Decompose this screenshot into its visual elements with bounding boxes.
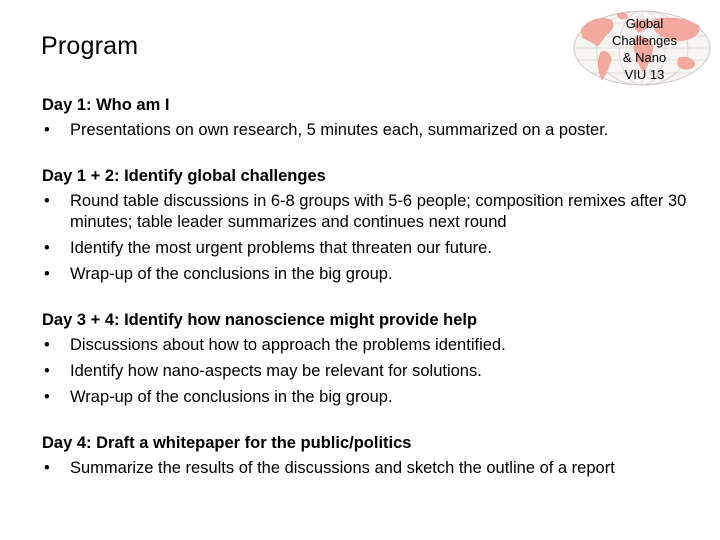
logo-line: Challenges <box>611 33 678 48</box>
bullet-text: Wrap-up of the conclusions in the big group. <box>70 388 393 406</box>
list-item <box>42 458 702 479</box>
bullet-list <box>42 191 702 285</box>
bullet-list <box>42 335 702 408</box>
bullet-list <box>42 458 702 479</box>
bullet-text: Presentations on own research, 5 minutes each, summarized on a poster. <box>70 121 609 139</box>
list-item <box>42 264 702 285</box>
list-item <box>42 238 702 259</box>
globe-logo <box>567 8 717 88</box>
section-day-1-2 <box>42 166 702 285</box>
list-item <box>42 387 702 408</box>
section-heading: Day 3 + 4: Identify how nanoscience might provide help <box>42 311 478 329</box>
section-day-1 <box>42 95 702 141</box>
logo-line: Global <box>625 16 664 31</box>
bullet-text: Identify the most urgent problems that threaten our future. <box>70 239 492 257</box>
section-heading: Day 4: Draft a whitepaper for the public/politics <box>42 434 412 452</box>
bullet-list <box>42 120 702 141</box>
slide-title: Program <box>41 32 139 60</box>
logo-line: & Nano <box>622 50 667 65</box>
bullet-icon: • <box>44 192 50 210</box>
list-item <box>42 335 702 356</box>
bullet-text: Round table discussions in 6-8 groups with 5-6 people; composition remixes after 30 minutes; table leader summarizes and continues next round <box>70 192 687 231</box>
section-day-4 <box>42 433 702 479</box>
logo-caption <box>567 15 720 83</box>
section-heading: Day 1 + 2: Identify global challenges <box>42 167 326 185</box>
bullet-text: Wrap-up of the conclusions in the big group. <box>70 265 393 283</box>
list-item <box>42 361 702 382</box>
bullet-icon: • <box>44 239 50 257</box>
bullet-text: Summarize the results of the discussions and sketch the outline of a report <box>70 459 615 477</box>
bullet-text: Identify how nano-aspects may be relevant for solutions. <box>70 362 482 380</box>
bullet-icon: • <box>44 388 50 406</box>
bullet-icon: • <box>44 121 50 139</box>
list-item <box>42 191 702 233</box>
bullet-icon: • <box>44 265 50 283</box>
list-item <box>42 120 702 141</box>
section-heading: Day 1: Who am I <box>42 96 170 114</box>
program-content <box>42 95 702 504</box>
bullet-icon: • <box>44 362 50 380</box>
bullet-icon: • <box>44 459 50 477</box>
bullet-icon: • <box>44 336 50 354</box>
logo-line: VIU 13 <box>624 67 665 82</box>
bullet-text: Discussions about how to approach the problems identified. <box>70 336 506 354</box>
section-day-3-4 <box>42 310 702 408</box>
